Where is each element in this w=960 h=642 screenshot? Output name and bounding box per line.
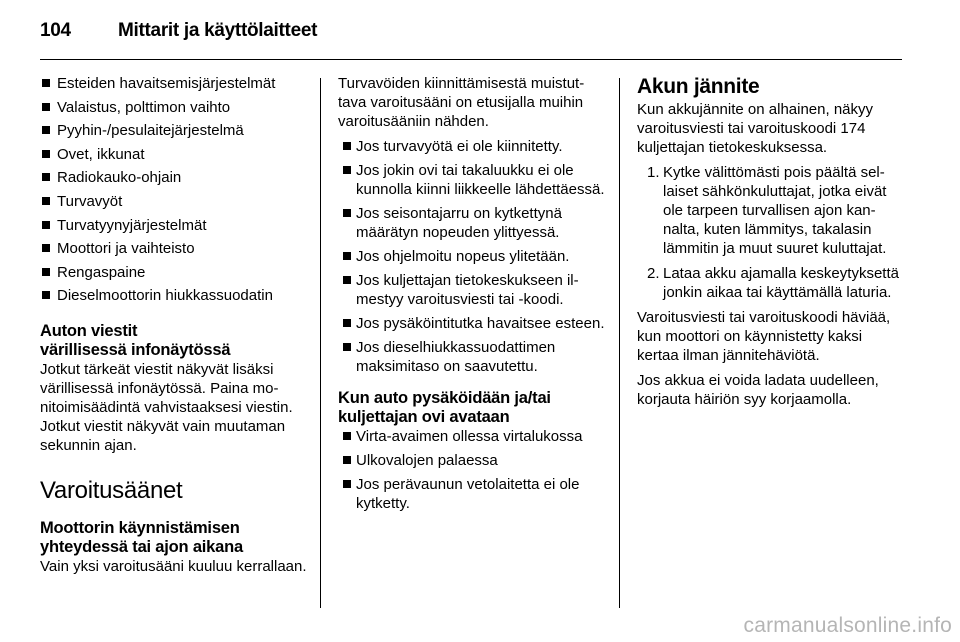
page-number: 104	[40, 20, 71, 41]
header-rule	[40, 59, 902, 60]
column-divider-right	[619, 78, 620, 608]
list-item: Ovet, ikkunat	[40, 145, 308, 164]
column-3	[637, 74, 905, 415]
list-item: Jos seisontajarru on kytkettynä määrätyn nopeuden ylittyessä.	[341, 204, 606, 242]
list-item: Jos kuljettajan tietokeskukseen ilmestyy varoitusviesti tai -koodi.	[341, 271, 606, 309]
list-item: Esteiden havaitsemisjärjestelmät	[40, 74, 308, 93]
page-header	[40, 20, 317, 46]
battery-steps-list	[637, 163, 905, 302]
list-item: Jos dieselhiukkassuodattimen maksimitaso on saavutettu.	[341, 338, 606, 376]
bullet-icon	[343, 343, 351, 351]
chapter-heading: Akun jännite	[637, 75, 760, 98]
bullet-icon	[42, 173, 50, 181]
list-item: 2. Lataa akku ajamalla keskeytyksettä jonkin aikaa tai käyttämällä laturia.	[647, 265, 899, 301]
bullet-icon	[42, 103, 50, 111]
bullet-icon	[343, 166, 351, 174]
parking-chime-list	[341, 427, 606, 513]
section-heading: Moottorin käynnistämisen yhteydessä tai ajon aikana	[40, 518, 243, 556]
list-item: Rengaspaine	[40, 263, 308, 282]
bullet-icon	[42, 221, 50, 229]
paragraph: Kun akkujännite on alhainen, näkyy varoitusviesti tai varoituskoodi 174 kuljettajan tietokeskuksessa.	[637, 101, 874, 156]
list-item: Radiokauko-ohjain	[40, 168, 308, 187]
paragraph: Varoitusviesti tai varoituskoodi häviää, kun moottori on käynnistetty kaksi kertaa ilman jännitehäviötä.	[637, 309, 891, 364]
bullet-icon	[343, 142, 351, 150]
column-1	[40, 74, 308, 582]
paragraph: Vain yksi varoitusääni kuuluu kerrallaan.	[40, 557, 307, 575]
bullet-icon	[343, 432, 351, 440]
bullet-icon	[343, 456, 351, 464]
list-item: Valaistus, polttimon vaihto	[40, 98, 308, 117]
chapter-title: Mittarit ja käyttölaitteet	[118, 20, 318, 41]
bullet-icon	[42, 150, 50, 158]
chapter-heading: Varoitusäänet	[40, 476, 183, 504]
bullet-icon	[42, 268, 50, 276]
bullet-icon	[343, 480, 351, 488]
bullet-icon	[343, 209, 351, 217]
paragraph: Turvavöiden kiinnittämisestä muistuttava varoitusääni on etusijalla muihin varoitusääniin nähden.	[338, 75, 585, 130]
bullet-icon	[42, 126, 50, 134]
bullet-icon	[42, 79, 50, 87]
list-item: Ulkovalojen palaessa	[341, 451, 606, 470]
watermark: carmanualsonline.info	[743, 614, 952, 637]
list-item: Dieselmoottorin hiukkassuodatin	[40, 286, 308, 305]
bullet-icon	[42, 197, 50, 205]
list-item: Jos perävaunun vetolaitetta ei ole kytketty.	[341, 475, 606, 513]
list-item: Jos pysäköintitutka havaitsee esteen.	[341, 314, 606, 333]
bullet-icon	[42, 244, 50, 252]
paragraph: Jos akkua ei voida ladata uudelleen, korjauta häiriön syy korjaamolla.	[637, 372, 879, 408]
list-item: Jos turvavyötä ei ole kiinnitetty.	[341, 137, 606, 156]
list-item: Virta-avaimen ollessa virtalukossa	[341, 427, 606, 446]
bullet-icon	[343, 252, 351, 260]
list-item: Pyyhin-/pesulaitejärjestelmä	[40, 121, 308, 140]
bullet-icon	[343, 319, 351, 327]
column-divider-left	[320, 78, 321, 608]
column-2	[338, 74, 606, 518]
section-heading: Kun auto pysäköidään ja/tai kuljettajan ovi avataan	[338, 389, 551, 426]
warning-sources-list	[40, 74, 308, 305]
list-item: Moottori ja vaihteisto	[40, 239, 308, 258]
list-item: Turvatyynyjärjestelmät	[40, 216, 308, 235]
list-item: Jos ohjelmoitu nopeus ylitetään.	[341, 247, 606, 266]
bullet-icon	[343, 276, 351, 284]
section-heading: Auton viestit värillisessä infonäytössä	[40, 321, 231, 359]
paragraph: Jotkut tärkeät viestit näkyvät lisäksi värillisessä infonäytössä. Paina monitoimisäädintä vahvistaaksesi viestin. Jotkut viestit näkyvät vain muutaman sekunnin ajan.	[40, 360, 293, 454]
list-item: 1. Kytke välittömästi pois päältä sellaiset sähkönkuluttajat, jotka eivät ole tarpeen turvallisen ajon kannalta, kuten lämmitys, takalasin lämmitin ja muut suuret kuluttajat.	[647, 164, 887, 257]
bullet-icon	[42, 291, 50, 299]
list-item: Turvavyöt	[40, 192, 308, 211]
warning-chime-list	[341, 137, 606, 376]
list-item: Jos jokin ovi tai takaluukku ei ole kunnolla kiinni liikkeelle lähdettäessä.	[341, 161, 606, 199]
